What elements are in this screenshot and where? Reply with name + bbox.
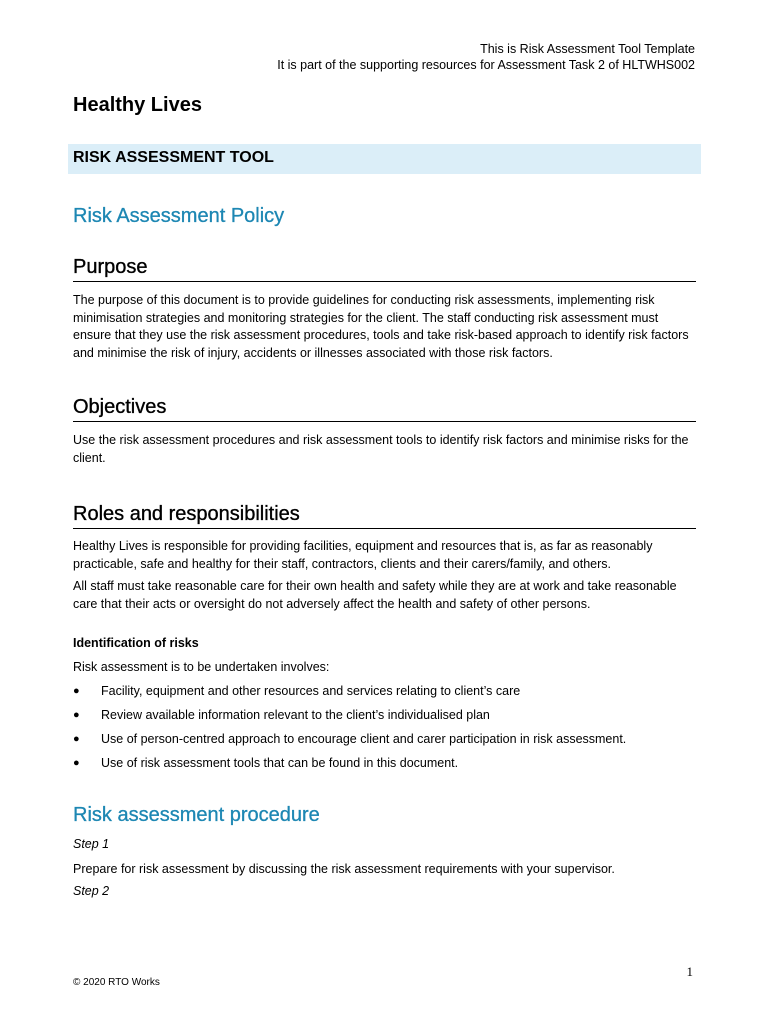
list-item: [73, 707, 698, 731]
bullet-icon: ●: [73, 757, 80, 769]
objectives-text: Use the risk assessment procedures and risk assessment tools to identify risk factors and minimise risks for the client.: [73, 433, 689, 465]
purpose-heading: Purpose: [73, 256, 696, 282]
list-item: [73, 683, 698, 707]
purpose-text: The purpose of this document is to provide guidelines for conducting risk assessments, implementing risk minimisation strategies and monitoring strategies for the client. The staff conducting risk assessment must ensure that they use the risk assessment procedures, tools and take risk-based approach to identify risk factors and minimise the risk of injury, accidents or illnesses associated with those risk factors.: [73, 293, 689, 360]
list-item-text: Use of person-centred approach to encourage client and carer participation in risk assessment.: [101, 732, 627, 746]
list-item-text: Facility, equipment and other resources and services relating to client’s care: [101, 684, 521, 698]
procedure-title: Risk assessment procedure: [73, 804, 320, 826]
step-1-label: Step 1: [73, 837, 110, 851]
page-number: 1: [686, 964, 693, 979]
bullet-icon: ●: [73, 685, 80, 697]
identification-heading: Identification of risks: [73, 636, 199, 650]
bullet-icon: ●: [73, 733, 80, 745]
roles-paragraph-2: All staff must take reasonable care for their own health and safety while they are at work and take reasonable care that their acts or oversight do not adversely affect the health and safety of other persons.: [73, 579, 677, 611]
tool-banner: RISK ASSESSMENT TOOL: [68, 144, 701, 174]
list-item: [73, 731, 698, 755]
identification-list: [73, 683, 698, 779]
roles-heading: Roles and responsibilities: [73, 503, 696, 529]
policy-title: Risk Assessment Policy: [73, 205, 285, 227]
bullet-icon: ●: [73, 709, 80, 721]
objectives-heading: Objectives: [73, 396, 696, 422]
list-item-text: Use of risk assessment tools that can be found in this document.: [101, 756, 459, 770]
list-item-text: Review available information relevant to the client’s individualised plan: [101, 708, 490, 722]
header-line-2: It is part of the supporting resources for Assessment Task 2 of HLTWHS002: [277, 58, 695, 72]
copyright-notice: © 2020 RTO Works: [73, 977, 160, 988]
step-1-text: Prepare for risk assessment by discussing the risk assessment requirements with your supervisor.: [73, 862, 615, 876]
header-note: [277, 41, 695, 73]
org-name: Healthy Lives: [73, 94, 202, 116]
header-line-1: This is Risk Assessment Tool Template: [480, 42, 695, 56]
identification-intro: Risk assessment is to be undertaken involves:: [73, 660, 330, 674]
list-item: [73, 755, 698, 779]
roles-paragraph-1: Healthy Lives is responsible for providing facilities, equipment and resources that is, as far as reasonably practicable, safe and healthy for their staff, contractors, clients and their carers/family, and others.: [73, 539, 653, 571]
step-2-label: Step 2: [73, 884, 110, 898]
